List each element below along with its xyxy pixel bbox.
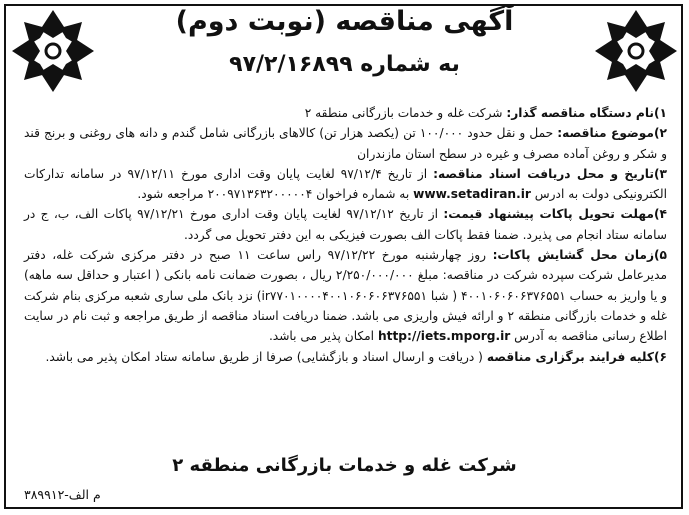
item-text: حمل و نقل حدود ۱۰۰/۰۰۰ تن (یکصد هزار تن) کالاهای بازرگانی شامل گندم و دانه های روغنی و برنج قند و شکر و روغن آماده مصرف و غیره در سطح استان مازندران	[24, 126, 667, 161]
ad-title: آگهی مناقصه (نوبت دوم)	[175, 6, 514, 37]
ad-number: به شماره ۹۷/۲/۱۶۸۹۹	[229, 52, 460, 77]
item-process	[24, 347, 667, 367]
item-text: از تاریخ ۹۷/۱۲/۴ لغایت پایان وقت اداری مورخ ۹۷/۱۲/۱۱ در سامانه تدارکات الکترونیکی دولت به ادرس	[24, 166, 667, 202]
item-subject	[24, 123, 667, 164]
item-deadline	[24, 204, 667, 245]
setadiran-link[interactable]: www.setadiran.ir	[413, 187, 531, 202]
item-text: از تاریخ ۹۷/۱۲/۱۲ لغایت پایان وقت اداری مورخ ۹۷/۱۲/۲۱ پاکات الف، ب، ج در سامانه ستاد انجام می پذیرد. ضمنا فقط پاکات الف بصورت فیزیکی به این دفتر تحویل می گردد.	[24, 207, 667, 242]
item-organizer	[24, 103, 667, 123]
item-label: ۴)مهلت تحویل پاکات پیشنهاد قیمت:	[443, 207, 667, 222]
ad-body	[24, 103, 667, 367]
item-text: به شماره فراخوان ۲۰۰۹۷۱۳۶۳۲۰۰۰۰۰۴ مراجعه شود.	[137, 187, 414, 202]
item-text: روز چهارشنبه مورخ ۹۷/۱۲/۲۲ راس ساعت ۱۱ صبح در دفتر مرکزی شرکت غله، دفتر مدیرعامل شرکت سپرده شرکت در مناقصه: مبلغ ۲/۲۵۰/۰۰۰/۰۰۰ ریال ، بصورت ضمانت نامه بانکی ( اعتبار و حداقل سه ماهه) و یا واریز به حساب ۴۰۰۱۰۶۰۶۰۶۳۷۶۵۵۱ ( شبا ir۷۷۰۱۰۰۰۰۴۰۰۱۰۶۰۶۰۶۳۷۶۵۵۱) نزد بانک ملی ساری شعبه مرکزی بنام شرکت غله و خدمات بازرگانی منطقه ۲ و ارائه فیش واریزی می باشد. ضمنا دریافت اسناد مناقصه از طریق مراجعه و ثبت نام در سایت اطلاع رسانی مناقصه به آدرس	[24, 248, 667, 344]
company-signature: شرکت غله و خدمات بازرگانی منطقه ۲	[172, 455, 517, 476]
item-text: ( دریافت و ارسال اسناد و بازگشایی) صرفا از طریق سامانه ستاد امکان پذیر می باشد.	[45, 349, 487, 364]
item-label: ۲)موضوع مناقصه:	[557, 126, 667, 141]
item-text: امکان پذیر می باشد.	[268, 329, 378, 344]
iets-link[interactable]: http://iets.mporg.ir	[377, 329, 511, 344]
item-label: ۱)نام دستگاه مناقصه گذار:	[506, 106, 667, 120]
item-text: شرکت غله و خدمات بازرگانی منطقه ۲	[304, 106, 507, 120]
item-opening	[24, 245, 667, 346]
item-label: ۳)تاریخ و محل دریافت اسناد مناقصه:	[433, 166, 667, 181]
item-label: ۶)کلیه فرایند برگزاری مناقصه	[486, 349, 667, 364]
item-label: ۵)زمان محل گشایش پاکات:	[492, 248, 667, 263]
item-documents	[24, 164, 667, 205]
ad-code: م الف-۳۸۹۹۱۲	[24, 487, 101, 502]
